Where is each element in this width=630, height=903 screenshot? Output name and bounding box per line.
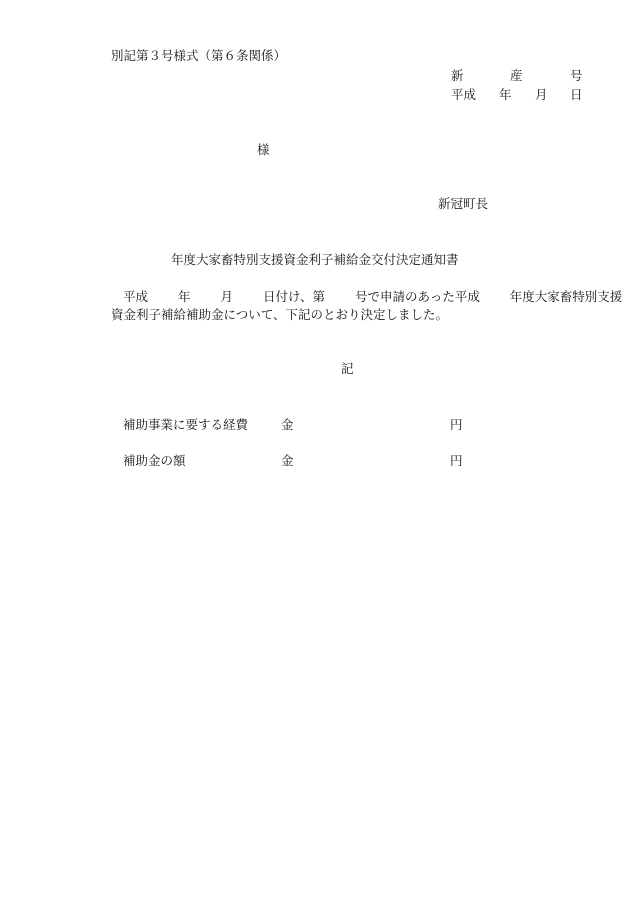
body-num-text: 号で申請のあった平成 [354, 289, 480, 304]
body-month: 月 [220, 289, 233, 304]
body-line-2: 資金利子補給補助金について、下記のとおり決定しました。 [111, 307, 449, 322]
item-yen-subsidy: 円 [450, 453, 463, 468]
item-kin-expense: 金 [281, 417, 294, 432]
doc-date-year: 年 [499, 87, 512, 102]
body-era: 平成 [123, 289, 149, 304]
doc-number-char-1: 新 [451, 68, 464, 83]
body-year: 年 [177, 289, 191, 304]
doc-date-month: 月 [535, 87, 548, 102]
doc-date-era: 平成 [451, 87, 477, 102]
item-label-subsidy: 補助金の額 [123, 453, 186, 468]
body-tail: 年度大家畜特別支援 [509, 289, 623, 304]
ki-heading: 記 [341, 361, 354, 376]
item-yen-expense: 円 [450, 417, 463, 432]
recipient-suffix: 様 [257, 142, 270, 157]
doc-date-day: 日 [570, 87, 583, 102]
body-line-1 [123, 289, 622, 305]
doc-number-char-3: 号 [570, 68, 583, 83]
doc-number-char-2: 産 [510, 68, 523, 83]
document-title: 年度大家畜特別支援資金利子補給金交付決定通知書 [171, 252, 459, 267]
body-dated: 日付け、第 [262, 289, 325, 304]
form-label: 別記第３号様式（第６条関係） [111, 48, 287, 63]
item-kin-subsidy: 金 [281, 453, 294, 468]
issuer: 新冠町長 [438, 196, 489, 211]
item-label-expense: 補助事業に要する経費 [123, 417, 249, 432]
